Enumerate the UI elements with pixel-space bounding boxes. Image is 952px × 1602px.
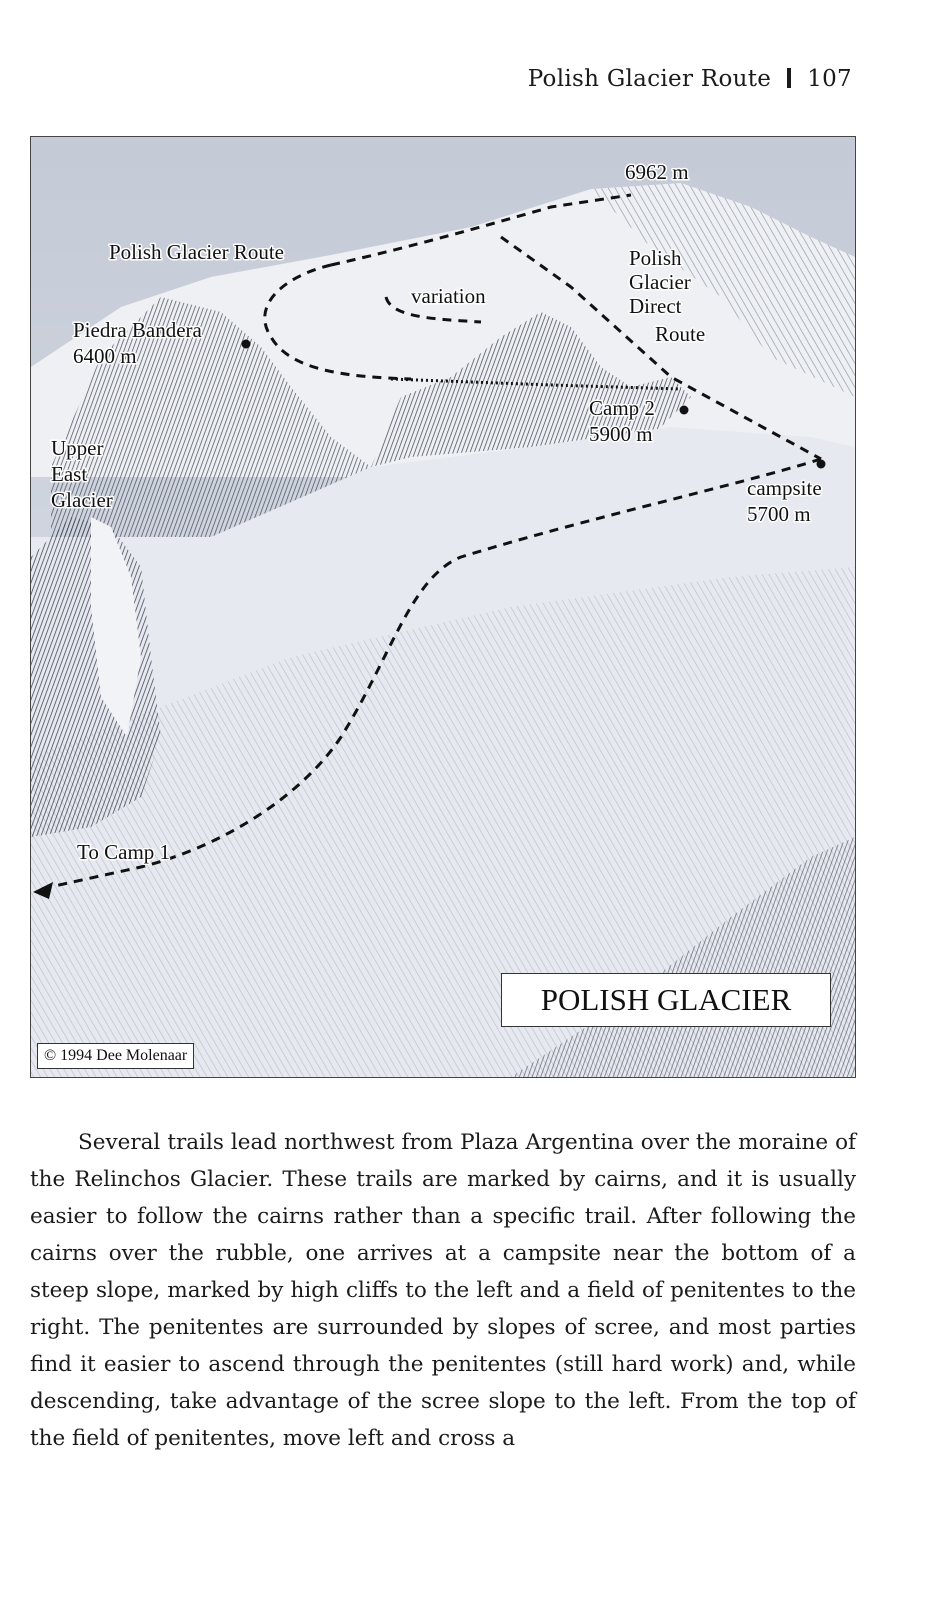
piedra-bandera-marker — [242, 340, 251, 349]
camp2-label: Camp 2 — [589, 396, 655, 420]
camp2-marker — [680, 406, 689, 415]
body-text — [30, 1124, 856, 1457]
piedra-bandera-label: Piedra Bandera — [73, 318, 202, 342]
running-head-separator — [787, 68, 791, 88]
running-title: Polish Glacier Route — [527, 66, 772, 92]
mountain-illustration — [30, 136, 856, 1078]
upper-east-glacier-label-3: Glacier — [51, 488, 113, 512]
page-number: 107 — [807, 66, 852, 92]
direct-route-label-2: Glacier — [629, 270, 691, 294]
direct-route-label-1: Polish — [629, 246, 682, 270]
figure-title: POLISH GLACIER — [501, 973, 831, 1027]
upper-east-glacier-label-2: East — [51, 462, 88, 486]
campsite-label: campsite — [747, 476, 822, 500]
polish-glacier-route-label: Polish Glacier Route — [109, 240, 284, 264]
to-camp1-label: To Camp 1 — [77, 840, 171, 864]
figure-credit: © 1994 Dee Molenaar — [37, 1043, 194, 1069]
direct-route-label-3: Direct — [629, 294, 682, 318]
campsite-marker — [817, 460, 826, 469]
summit-label: 6962 m — [625, 160, 689, 184]
running-head — [528, 66, 852, 92]
upper-east-glacier-label-1: Upper — [51, 436, 104, 460]
direct-route-label-4: Route — [655, 322, 706, 346]
piedra-bandera-altitude: 6400 m — [73, 344, 137, 368]
variation-label: variation — [411, 284, 486, 308]
camp2-altitude: 5900 m — [589, 422, 653, 446]
campsite-altitude: 5700 m — [747, 502, 811, 526]
illustration-drawing — [31, 137, 855, 1077]
body-paragraph: Several trails lead northwest from Plaza Argentina over the moraine of the Relinchos Glacier. These trails are marked by cairns, and it is usually easier to follow the cairns rather than a specific trail. After following the cairns over the rubble, one arrives at a campsite near the bottom of a steep slope, marked by high cliffs to the left and a field of penitentes to the right. The penitentes are surrounded by slopes of scree, and most parties find it easier to ascend through the penitentes (still hard work) and, while descending, take advantage of the scree slope to the left. From the top of the field of penitentes, move left and cross a — [30, 1130, 856, 1451]
